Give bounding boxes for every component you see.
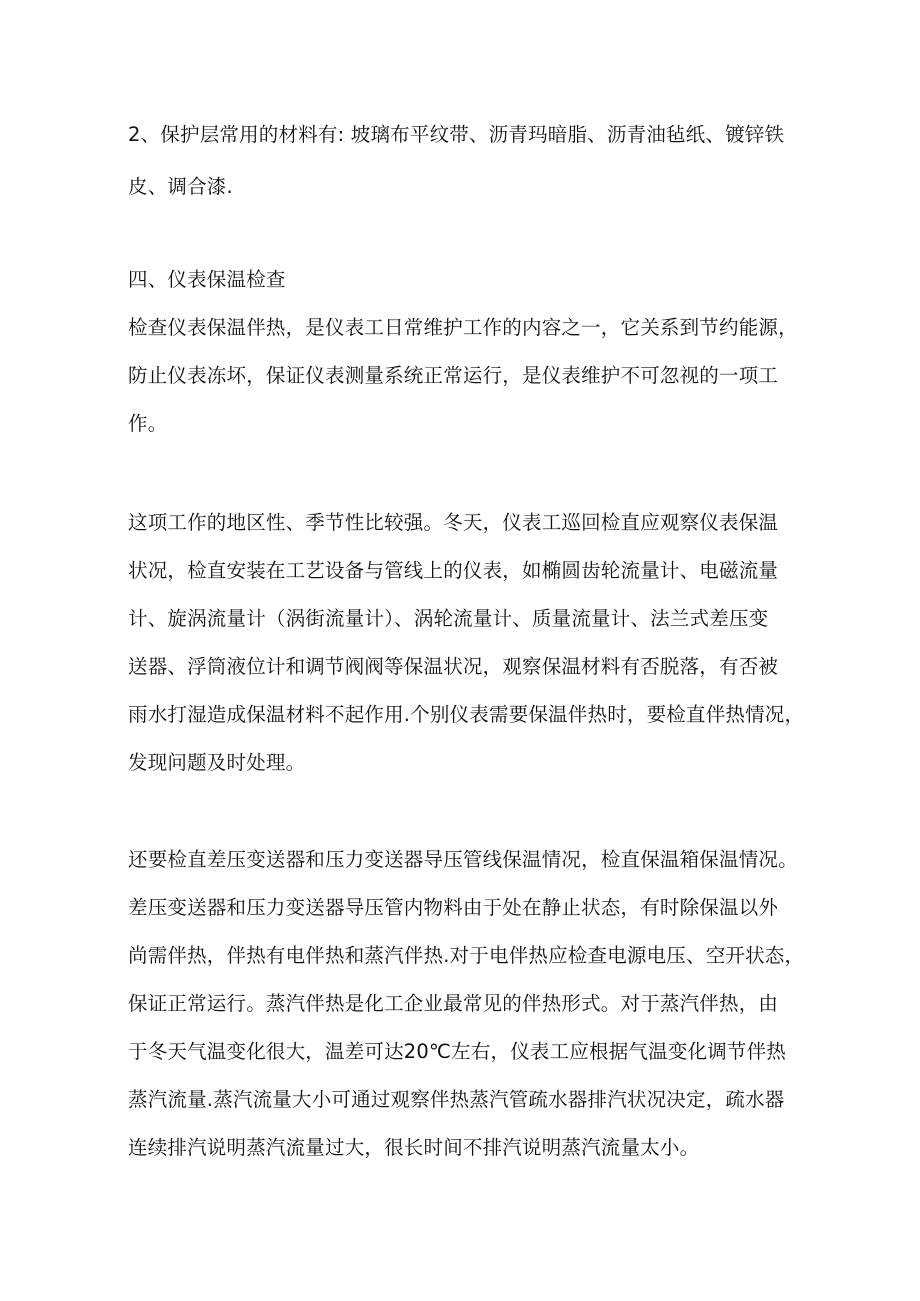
intro-line-1: 检查仪表保温伴热，是仪表工日常维护工作的内容之一，它关系到节约能源，: [128, 316, 798, 339]
intro-line-3: 作。: [128, 412, 168, 435]
section-heading: 四、仪表保温检查: [128, 268, 286, 291]
paragraph3-line-6: 蒸汽流量.蒸汽流量大小可通过观察伴热蒸汽管疏水器排汽状况决定，疏水器: [128, 1088, 785, 1111]
paragraph2-line-5: 雨水打湿造成保温材料不起作用.个别仪表需要保温伴热时，要检直伴热情况，: [128, 703, 805, 726]
paragraph2-line-3: 计、旋涡流量计（涡街流量计）、涡轮流量计、质量流量计、法兰式差压变: [128, 607, 769, 630]
paragraph3-line-5: 于冬天气温变化很大，温差可达20℃左右，仪表工应根据气温变化调节伴热: [128, 1040, 787, 1063]
paragraph3-line-4: 保证正常运行。蒸汽伴热是化工企业最常见的伴热形式。对于蒸汽伴热，由: [128, 992, 779, 1015]
intro-line-2: 防止仪表冻坏，保证仪表测量系统正常运行，是仪表维护不可忽视的一项工: [128, 364, 779, 387]
paragraph2-line-1: 这项工作的地区性、季节性比较强。冬天，仪表工巡回检直应观察仪表保温: [128, 511, 779, 534]
item2-line-1: 2、保护层常用的材料有: 坡璃布平纹带、沥青玛暗脂、沥青油毡纸、镀锌铁: [128, 123, 785, 146]
item2-line-2: 皮、调合漆.: [128, 175, 233, 198]
paragraph2-line-6: 发现问题及时处理。: [128, 751, 306, 774]
paragraph3-line-1: 还要检直差压变送器和压力变送器导压管线保温情况，检直保温箱保温情况。: [128, 848, 798, 871]
paragraph3-line-7: 连续排汽说明蒸汽流量过大，很长时间不排汽说明蒸汽流量太小。: [128, 1136, 700, 1159]
paragraph2-line-4: 送器、浮筒液位计和调节阀阀等保温状况，观察保温材料有否脱落，有否被: [128, 655, 779, 678]
paragraph3-line-3: 尚需伴热，伴热有电伴热和蒸汽伴热.对于电伴热应检查电源电压、空开状态，: [128, 944, 805, 967]
paragraph3-line-2: 差压变送器和压力变送器导压管内物料由于处在静止状态，有时除保温以外: [128, 896, 779, 919]
paragraph2-line-2: 状况，检直安装在工艺设备与管线上的仪表，如椭圆齿轮流量计、电磁流量: [128, 559, 779, 582]
